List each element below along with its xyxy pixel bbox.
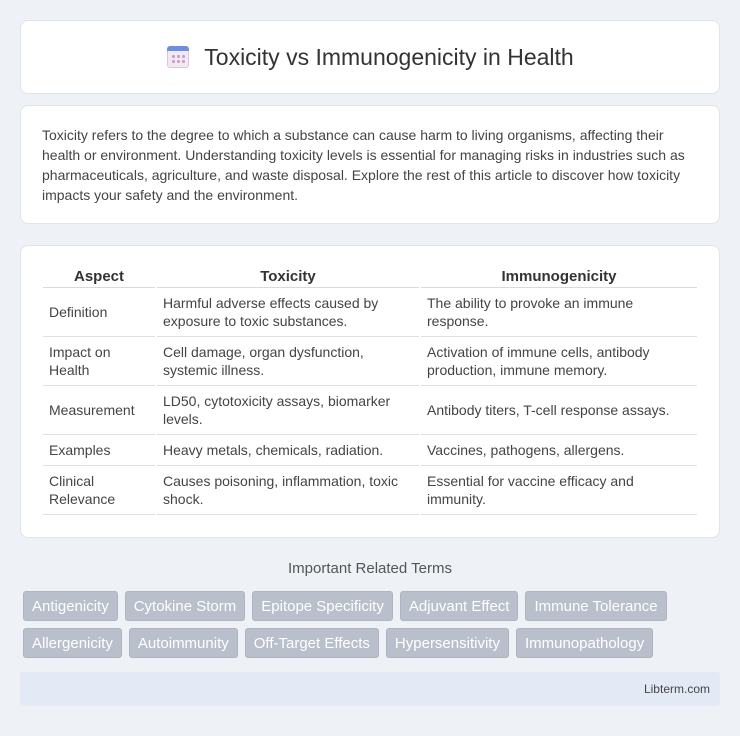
header-card xyxy=(20,20,720,94)
table-cell: Clinical Relevance xyxy=(43,466,155,515)
table-row xyxy=(43,466,697,515)
table-cell: Examples xyxy=(43,435,155,466)
table-row xyxy=(43,435,697,466)
comparison-card xyxy=(20,245,720,538)
related-term-tag[interactable]: Hypersensitivity xyxy=(386,628,509,658)
intro-text: Toxicity refers to the degree to which a substance can cause harm to living organisms, affecting their health or environment. Understanding toxicity levels is essential for managing risks in industries such as pharmaceuticals, agriculture, and waste disposal. Explore the rest of this article to discover how toxicity impacts your safety and the environment. xyxy=(42,127,685,203)
intro-card xyxy=(20,105,720,224)
column-header-aspect: Aspect xyxy=(43,264,155,288)
table-cell: Harmful adverse effects caused by exposure to toxic substances. xyxy=(157,288,419,337)
comparison-table xyxy=(41,264,699,515)
table-cell: Activation of immune cells, antibody production, immune memory. xyxy=(421,337,697,386)
table-cell: Vaccines, pathogens, allergens. xyxy=(421,435,697,466)
related-term-tag[interactable]: Antigenicity xyxy=(23,591,118,621)
table-row xyxy=(43,337,697,386)
table-cell: LD50, cytotoxicity assays, biomarker levels. xyxy=(157,386,419,435)
table-row xyxy=(43,288,697,337)
related-term-tag[interactable]: Cytokine Storm xyxy=(125,591,246,621)
table-cell: Heavy metals, chemicals, radiation. xyxy=(157,435,419,466)
column-header-immunogenicity: Immunogenicity xyxy=(421,264,697,288)
related-term-tag[interactable]: Immune Tolerance xyxy=(525,591,666,621)
table-cell: Measurement xyxy=(43,386,155,435)
column-header-toxicity: Toxicity xyxy=(157,264,419,288)
related-terms-list xyxy=(23,591,703,658)
table-cell: Definition xyxy=(43,288,155,337)
table-row xyxy=(43,386,697,435)
related-term-tag[interactable]: Autoimmunity xyxy=(129,628,238,658)
page-title: Toxicity vs Immunogenicity in Health xyxy=(204,43,574,70)
related-term-tag[interactable]: Off-Target Effects xyxy=(245,628,379,658)
calendar-icon xyxy=(166,45,190,69)
table-cell: Causes poisoning, inflammation, toxic shock. xyxy=(157,466,419,515)
table-cell: Impact on Health xyxy=(43,337,155,386)
table-header-row xyxy=(43,264,697,288)
table-cell: Cell damage, organ dysfunction, systemic illness. xyxy=(157,337,419,386)
footer-bar xyxy=(20,672,720,706)
table-cell: Antibody titers, T-cell response assays. xyxy=(421,386,697,435)
footer-site-link[interactable]: Libterm.com xyxy=(643,682,710,696)
related-terms-title: Important Related Terms xyxy=(288,560,452,577)
table-cell: Essential for vaccine efficacy and immunity. xyxy=(421,466,697,515)
related-term-tag[interactable]: Allergenicity xyxy=(23,628,122,658)
table-cell: The ability to provoke an immune response. xyxy=(421,288,697,337)
related-term-tag[interactable]: Immunopathology xyxy=(516,628,653,658)
related-term-tag[interactable]: Epitope Specificity xyxy=(252,591,393,621)
related-term-tag[interactable]: Adjuvant Effect xyxy=(400,591,519,621)
